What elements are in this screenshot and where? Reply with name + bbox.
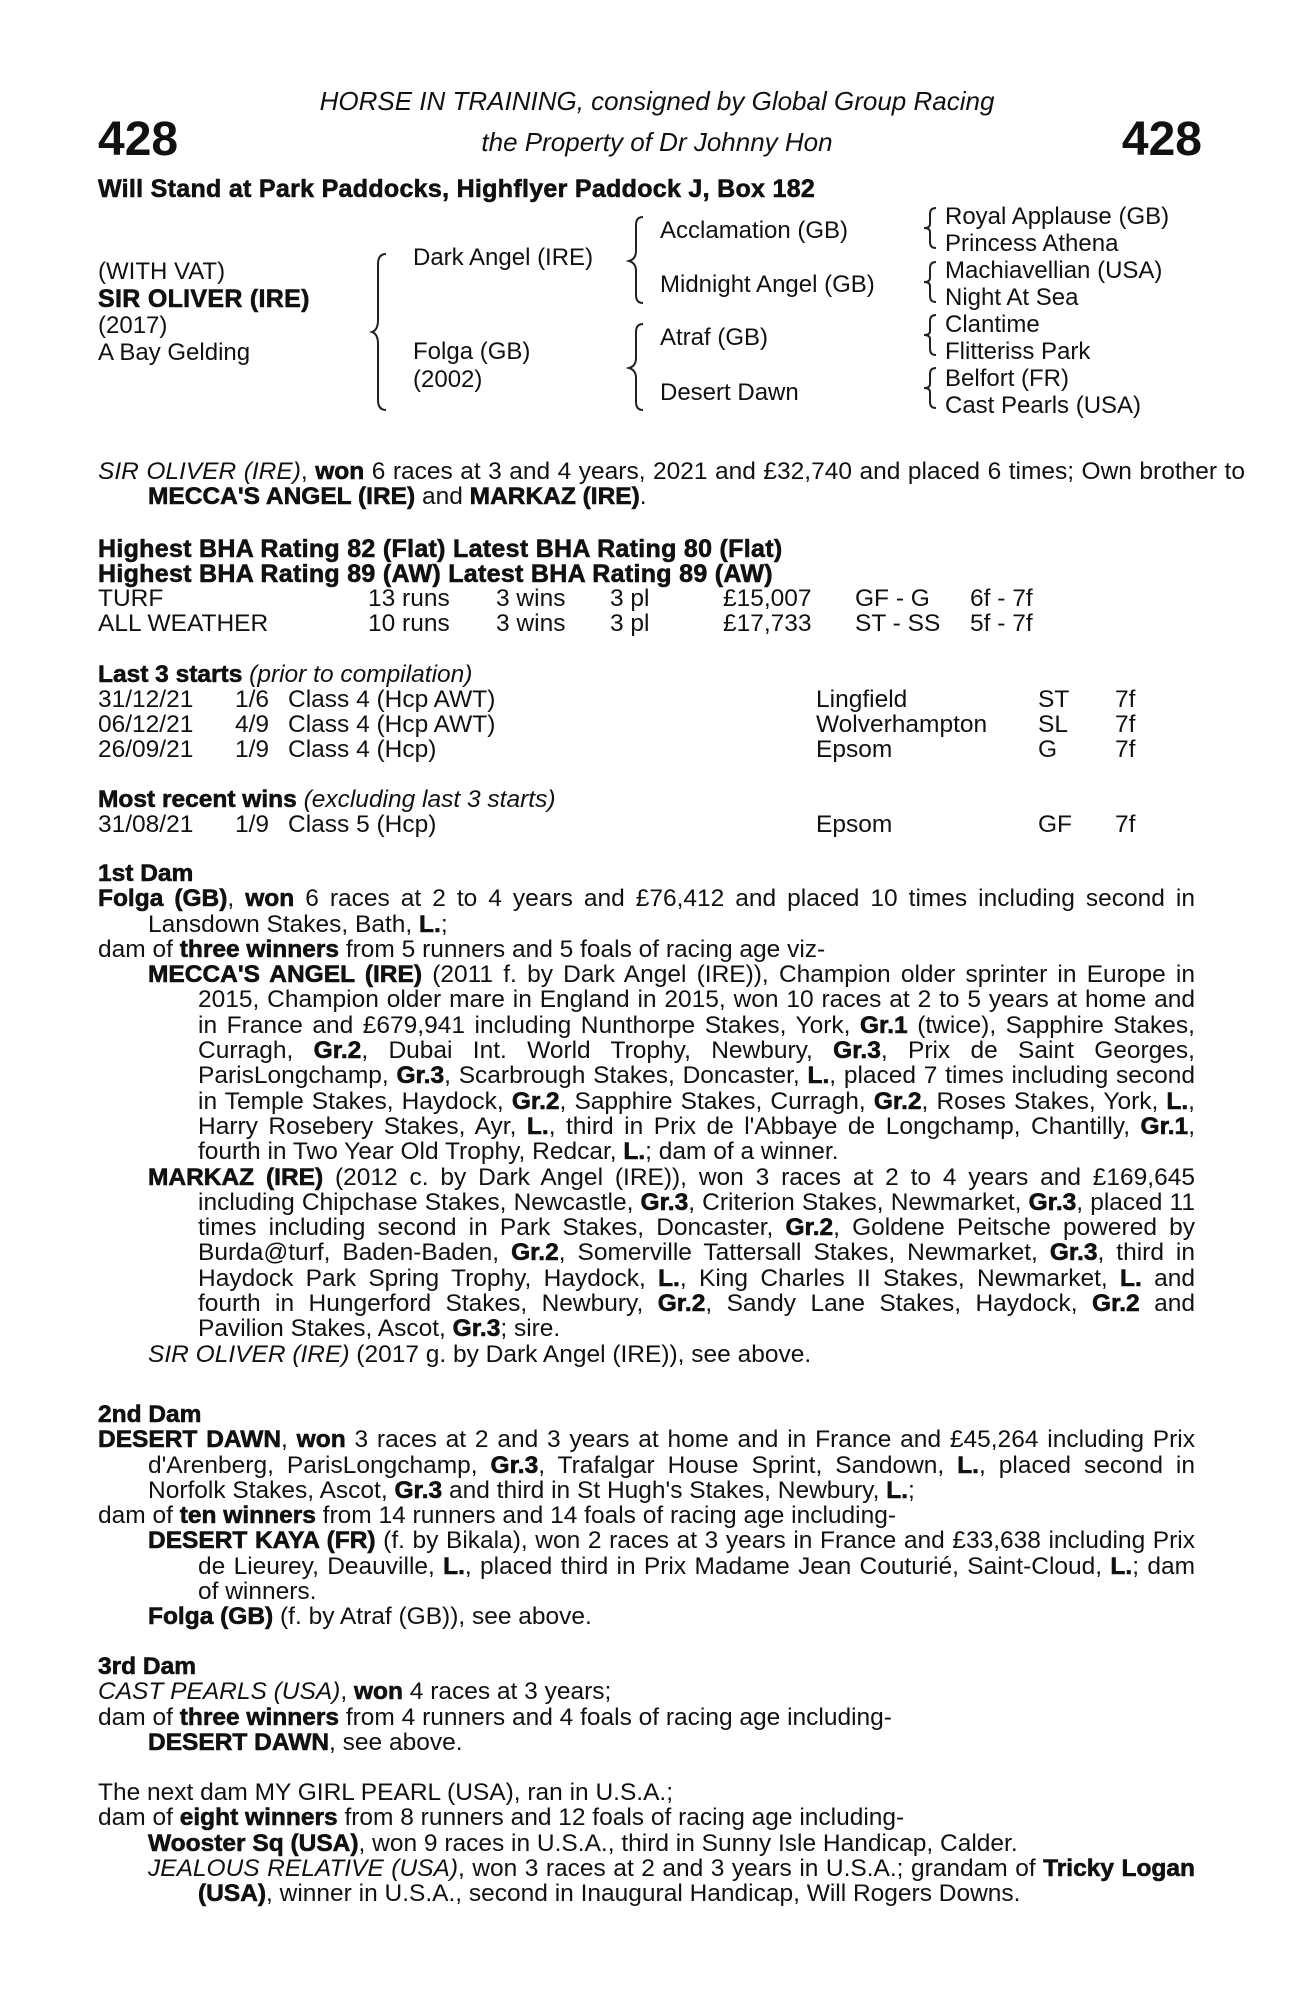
sire-name: Dark Angel (IRE) [413,244,594,271]
race-summary: SIR OLIVER (IRE), won 6 races at 3 and 4 years, 2021 and £32,740 and placed 6 times; Own brother to MECCA'S ANGEL (IRE) and MARKAZ (IRE). [98,458,1245,511]
last3-note: (prior to compilation) [242,661,473,688]
runs: 13 runs [368,585,450,612]
offspring-folga: Folga (GB) (f. by Atraf (GB)), see above. [148,1603,592,1631]
gen4-ancestor: Night At Sea [945,284,1079,311]
start-distance: 7f [1115,686,1136,713]
start-going: ST [1038,686,1070,713]
placings: 3 pl [610,585,650,612]
bracket-gen4-2 [922,260,938,304]
winners-count: eight winners [179,1804,338,1832]
bracket-gen4-1 [922,206,938,250]
offspring-desert-kaya: DESERT KAYA (FR) (f. by Bikala), won 2 races at 3 years in France and £33,638 including Prix de Lieurey, Deauville, L., placed third in Prix Madame Jean Couturié, Saint-Cloud, L.; dam of winners. [148,1527,1195,1606]
offspring-sir-oliver: SIR OLIVER (IRE) (2017 g. by Dark Angel (IRE)), see above. [148,1340,812,1368]
win-position: 1/9 [235,811,270,838]
gen4-ancestor: Royal Applause (GB) [945,203,1170,230]
going-range: ST - SS [855,610,941,637]
runs: 10 runs [368,610,450,637]
offspring-name: JEALOUS RELATIVE (USA) [148,1854,458,1882]
first-dam-end: ; [440,910,448,938]
summary-and: and [415,483,470,511]
next-dam-produce: dam of eight winners from 8 runners and 12 foals of racing age including- [98,1804,905,1832]
third-dam-section [98,1654,1195,1755]
summary-horse-name: SIR OLIVER (IRE) [98,458,301,485]
gen4-ancestor: Flitteriss Park [945,338,1091,365]
dam-of-label: dam of [98,935,180,963]
recent-wins-note: (excluding last 3 starts) [296,786,556,813]
start-distance: 7f [1115,711,1136,738]
offspring-wooster-sq: Wooster Sq (USA), won 9 races in U.S.A., third in Sunny Isle Handicap, Calder. [148,1829,1018,1857]
surface: TURF [98,585,164,612]
lot-number-left: 428 [98,113,179,166]
dam-sire: Atraf (GB) [660,324,769,351]
offspring-meccas-angel: MECCA'S ANGEL (IRE) (2011 f. by Dark Angel (IRE)), Champion older sprinter in Europe in 2015, Champion older mare in England in 2015, won 10 races at 2 to 5 years at home and in France and £679,941 including Nunthorpe Stakes, York, Gr.1 (twice), Sapphire Stakes, Curragh, Gr.2, Dubai Int. World Trophy, Newbury, Gr.3, Prix de Saint Georges, ParisLongchamp, Gr.3, Scarbrough Stakes, Doncaster, L., placed 7 times including second in Temple Stakes, Haydock, Gr.2, Sapphire Stakes, Curragh, Gr.2, Roses Stakes, York, L., Harry Rosebery Stakes, Ayr, L., third in Prix de l'Abbaye de Longchamp, Chantilly, Gr.1, fourth in Two Year Old Trophy, Redcar, L.; dam of a winner. [148,961,1196,1166]
bracket-gen4-4 [922,366,938,410]
gen4-ancestor: Princess Athena [945,230,1119,257]
start-going: SL [1038,711,1068,738]
placings: 3 pl [610,610,650,637]
start-class: Class 4 (Hcp AWT) [288,686,496,713]
dam-dam: Desert Dawn [660,379,799,406]
offspring-name: SIR OLIVER (IRE) [148,1340,350,1368]
rating-aw: Highest BHA Rating 89 (AW) Latest BHA Rating 89 (AW) [98,560,773,588]
start-going: G [1038,736,1058,763]
vat-label: (WITH VAT) [98,258,226,285]
start-course: Lingfield [816,686,908,713]
start-course: Wolverhampton [816,711,988,738]
start-position: 1/9 [235,736,270,763]
sire-sire: Acclamation (GB) [660,217,849,244]
gen4-ancestor: Machiavellian (USA) [945,257,1163,284]
third-dam-record: CAST PEARLS (USA), won 4 races at 3 years; [98,1678,612,1706]
second-dam-produce: dam of ten winners from 14 runners and 14 foals of racing age including- [98,1502,897,1530]
start-position: 1/6 [235,686,270,713]
first-dam-text: 6 races at 2 to 4 years and £76,412 and placed 10 times including second in Lansdown Stakes, Bath, [148,885,1195,938]
prize: £17,733 [723,610,812,637]
horse-name: SIR OLIVER (IRE) [98,285,310,313]
sibling-2: MARKAZ (IRE) [469,483,640,511]
start-date: 06/12/21 [98,711,194,738]
next-dam-line: The next dam MY GIRL PEARL (USA), ran in U.S.A.; [98,1779,674,1806]
dam-name: Folga (GB) [413,338,531,365]
win-going: GF [1038,811,1073,838]
first-dam-record: Folga (GB), won 6 races at 2 to 4 years and £76,412 and placed 10 times including second in Lansdown Stakes, Bath, L.; [98,885,1195,938]
win-date: 31/08/21 [98,811,194,838]
first-dam-won: won [245,885,295,913]
wins: 3 wins [496,585,566,612]
offspring-jealous-relative: JEALOUS RELATIVE (USA), won 3 races at 2 and 3 years in U.S.A.; grandam of Tricky Logan (USA), winner in U.S.A., second in Inaugural Handicap, Will Rogers Downs. [148,1854,1195,1908]
gen4-ancestor: Clantime [945,311,1040,338]
foaling-year: (2017) [98,312,168,339]
winners-count: three winners [179,1703,340,1731]
gen4-ancestor: Cast Pearls (USA) [945,392,1142,419]
first-dam-name: Folga (GB) [98,885,228,913]
start-course: Epsom [816,736,893,763]
start-class: Class 4 (Hcp) [288,736,437,763]
start-position: 4/9 [235,711,270,738]
start-class: Class 4 (Hcp AWT) [288,711,496,738]
produce-text: from 5 runners and 5 foals of racing age viz- [339,935,826,963]
bracket-dam-parents [627,322,647,412]
offspring-name: Folga (GB) [148,1603,274,1631]
second-dam-name: DESERT DAWN [98,1426,282,1454]
first-dam-section [98,861,1195,1367]
start-date: 26/09/21 [98,736,194,763]
summary-end: . [639,483,647,511]
offspring-markaz: MARKAZ (IRE) (2012 c. by Dark Angel (IRE)), won 3 races at 2 to 4 years and £169,645 including Chipchase Stakes, Newcastle, Gr.3, Criterion Stakes, Newmarket, Gr.3, placed 11 times including second in Park Stakes, Doncaster, Gr.2, Goldene Peitsche powered by Burda@turf, Baden-Baden, Gr.2, Somerville Tattersall Stakes, Newmarket, Gr.3, third in Haydock Park Spring Trophy, Haydock, L., King Charles II Stakes, Newmarket, L. and fourth in Hungerford Stakes, Newbury, Gr.2, Sandy Lane Stakes, Haydock, Gr.2 and Pavilion Stakes, Ascot, Gr.3; sire. [148,1163,1196,1343]
grand-offspring-name: Tricky Logan (USA) [198,1854,1195,1908]
property-line: the Property of Dr Johnny Hon [481,127,833,157]
winners-count: ten winners [179,1502,316,1530]
next-dam-section [98,1780,1195,1906]
start-date: 31/12/21 [98,686,194,713]
offspring-desert-dawn: DESERT DAWN, see above. [148,1728,463,1756]
last3-heading [98,661,472,689]
summary-won: won [315,458,365,485]
first-dam-heading: 1st Dam [98,860,194,887]
distance-range: 5f - 7f [970,610,1033,637]
win-class: Class 5 (Hcp) [288,811,437,838]
offspring-name: Wooster Sq (USA) [148,1829,359,1857]
start-distance: 7f [1115,736,1136,763]
second-dam-heading: 2nd Dam [98,1401,202,1428]
bracket-gen4-3 [922,313,938,357]
rating-flat: Highest BHA Rating 82 (Flat) Latest BHA Rating 80 (Flat) [98,535,783,563]
horse-description: A Bay Gelding [98,339,251,366]
offspring-name: DESERT KAYA (FR) [148,1527,376,1555]
third-dam-produce: dam of three winners from 4 runners and 4 foals of racing age including- [98,1703,892,1731]
second-dam-section [98,1402,1195,1630]
recent-wins-title: Most recent wins [98,786,297,813]
winners-count: three winners [179,935,340,963]
consignor-line: HORSE IN TRAINING, consigned by Global Group Racing [319,86,995,116]
prize: £15,007 [723,585,812,612]
sire-dam: Midnight Angel (GB) [660,271,875,298]
third-dam-heading: 3rd Dam [98,1653,197,1680]
win-distance: 7f [1115,811,1136,838]
bracket-sire-parents [627,215,647,305]
surface: ALL WEATHER [98,610,269,637]
stand-location: Will Stand at Park Paddocks, Highflyer Paddock J, Box 182 [98,175,816,203]
recent-wins-heading [98,786,555,814]
last3-title: Last 3 starts [98,661,243,688]
listed-mark: L. [419,910,441,938]
first-dam-produce [98,937,1195,962]
third-dam-name: CAST PEARLS (USA) [98,1678,341,1706]
offspring-name: MECCA'S ANGEL (IRE) [148,961,422,989]
offspring-name: MARKAZ (IRE) [148,1163,324,1191]
offspring-name: DESERT DAWN [148,1728,330,1756]
distance-range: 6f - 7f [970,585,1033,612]
sibling-1: MECCA'S ANGEL (IRE) [148,483,416,511]
gen4-ancestor: Belfort (FR) [945,365,1070,392]
going-range: GF - G [855,585,930,612]
wins: 3 wins [496,610,566,637]
second-dam-record: DESERT DAWN, won 3 races at 2 and 3 years at home and in France and £45,264 including Prix d'Arenberg, ParisLongchamp, Gr.3, Trafalgar House Sprint, Sandown, L., placed second in Norfolk Stakes, Ascot, Gr.3 and third in St Hugh's Stakes, Newbury, L.; [98,1426,1195,1504]
lot-number-right: 428 [1121,113,1202,166]
win-course: Epsom [816,811,893,838]
bracket-sire-dam [370,252,390,412]
summary-text: 6 races at 3 and 4 years, 2021 and £32,740 and placed 6 times; Own brother to [364,458,1245,485]
dam-year: (2002) [413,366,483,393]
